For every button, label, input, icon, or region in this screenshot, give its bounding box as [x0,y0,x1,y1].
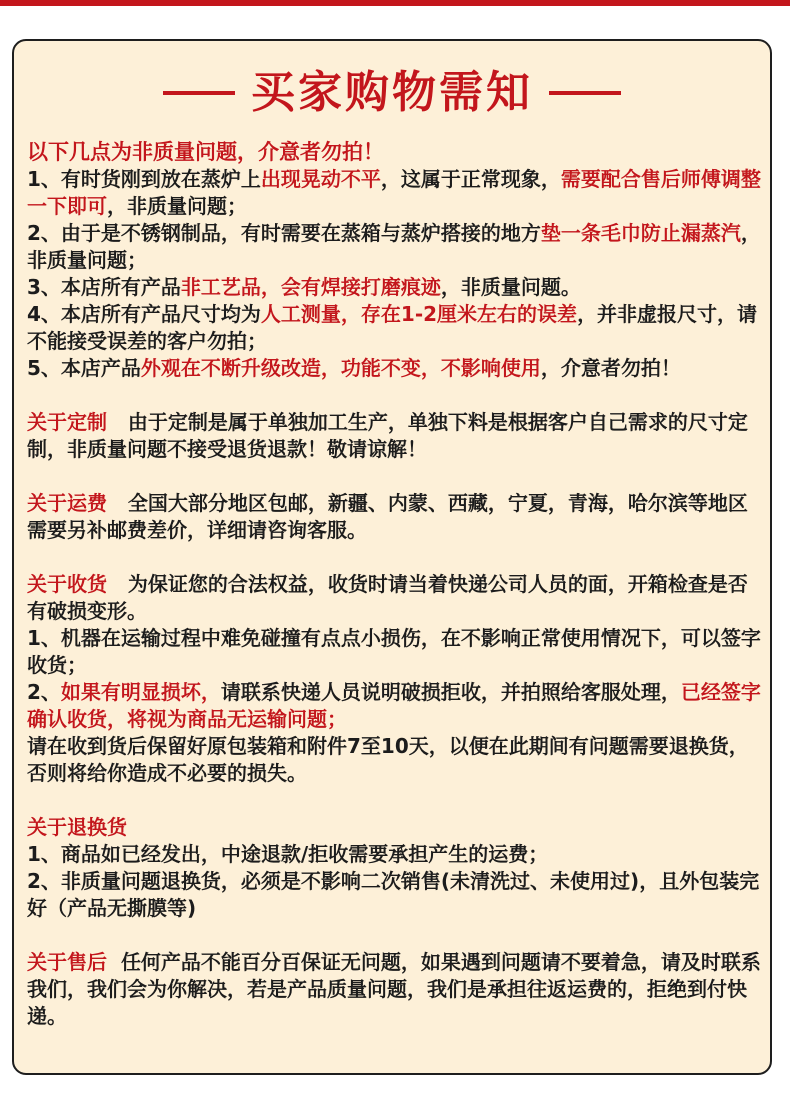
title-right-line [549,91,621,95]
quality-item-1: 1、有时货刚到放在蒸炉上出现晃动不平，这属于正常现象，需要配合售后师傅调整一下即可，非质量问题； [27,167,761,218]
top-red-bar [0,0,790,6]
receiving-note: 请在收到货后保留好原包装箱和附件7至10天，以便在此期间有问题需要退换货，否则将给你造成不必要的损失。 [27,734,749,785]
shipping-label: 关于运费 [27,491,107,515]
title-row [14,63,770,123]
returns-item-2: 2、非质量问题退换货，必须是不影响二次销售(未清洗过、未使用过)，且外包装完好（产品无撕膜等) [27,869,760,920]
spacer [27,463,763,490]
page-title: 买家购物需知 [251,67,533,118]
quality-item-2: 2、由于是不锈钢制品，有时需要在蒸箱与蒸炉搭接的地方垫一条毛巾防止漏蒸汽，非质量问题； [27,221,761,272]
spacer [27,544,763,571]
spacer [27,922,763,949]
aftersales-label: 关于售后 [27,950,107,974]
quality-heading: 以下几点为非质量问题，介意者勿拍！ [27,140,384,164]
custom-label: 关于定制 [27,410,107,434]
quality-item-5: 5、本店产品外观在不断升级改造，功能不变，不影响使用，介意者勿拍！ [27,356,681,380]
receiving-item-2: 2、如果有明显损坏，请联系快递人员说明破损拒收，并拍照给客服处理，已经签字确认收货，将视为商品无运输问题； [27,680,761,731]
returns-label: 关于退换货 [27,815,127,839]
spacer [27,382,763,409]
title-left-line [163,91,235,95]
receiving-section: 关于收货 为保证您的合法权益，收货时请当着快递公司人员的面，开箱检查是否有破损变形。 [27,572,748,623]
notice-content [27,139,763,1030]
quality-item-3: 3、本店所有产品非工艺品，会有焊接打磨痕迹，非质量问题。 [27,275,581,299]
custom-section: 关于定制 由于定制是属于单独加工生产，单独下料是根据客户自己需求的尺寸定制，非质量问题不接受退货退款！敬请谅解！ [27,410,748,461]
shipping-section: 关于运费 全国大部分地区包邮，新疆、内蒙、西藏，宁夏，青海，哈尔滨等地区需要另补邮费差价，详细请咨询客服。 [27,491,748,542]
aftersales-section: 关于售后 任何产品不能百分百保证无问题，如果遇到问题请不要着急，请及时联系我们，我们会为你解决，若是产品质量问题，我们是承担往返运费的，拒绝到付快递。 [27,950,761,1028]
quality-item-4: 4、本店所有产品尺寸均为人工测量，存在1-2厘米左右的误差，并非虚报尺寸，请不能接受误差的客户勿拍； [27,302,758,353]
receiving-item-1: 1、机器在运输过程中难免碰撞有点点小损伤，在不影响正常使用情况下，可以签字收货； [27,626,761,677]
spacer [27,787,763,814]
returns-item-1: 1、商品如已经发出，中途退款/拒收需要承担产生的运费； [27,842,549,866]
receiving-label: 关于收货 [27,572,107,596]
notice-card [12,39,772,1075]
